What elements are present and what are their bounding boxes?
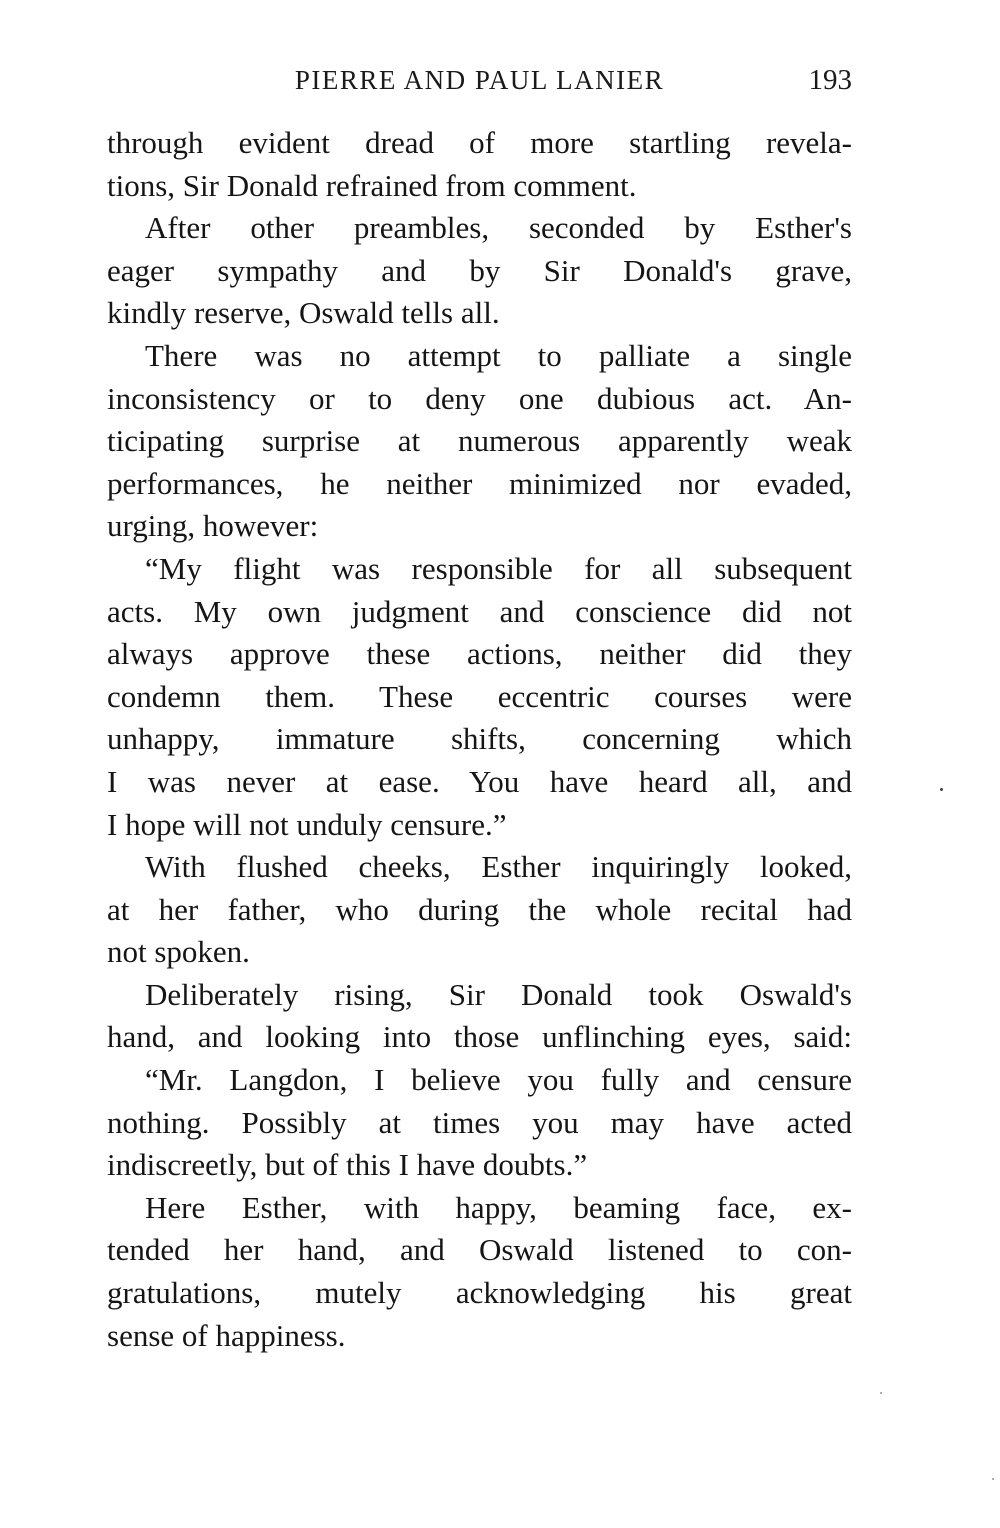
text-line: unhappy, immature shifts, concerning which (107, 721, 852, 757)
text-line: through evident dread of more startling revela- (107, 125, 852, 160)
text-line: gratulations, mutely acknowledging his great (107, 1275, 852, 1311)
running-title: PIERRE AND PAUL LANIER (294, 65, 665, 95)
text-line: always approve these actions, neither did they (107, 636, 852, 672)
text-line: With flushed cheeks, Esther inquiringly looked, (145, 849, 852, 885)
paper-speck (880, 1392, 882, 1394)
running-head (107, 62, 852, 98)
text-line: After other preambles, seconded by Esther's (145, 210, 852, 246)
text-line: not spoken. (107, 934, 250, 970)
page-number: 193 (808, 64, 852, 96)
paper-speck (940, 788, 943, 791)
text-line: nothing. Possibly at times you may have acted (107, 1104, 852, 1140)
text-line: sense of happiness. (107, 1317, 346, 1353)
text-line: at her father, who during the whole recital had (107, 891, 852, 927)
text-line: There was no attempt to palliate a single (145, 337, 852, 373)
text-line: Here Esther, with happy, beaming face, ex- (145, 1189, 852, 1225)
body-text (107, 122, 852, 1357)
text-line: ticipating surprise at numerous apparently weak (107, 423, 852, 459)
text-line: “My flight was responsible for all subsequent (145, 550, 852, 586)
text-line: tended her hand, and Oswald listened to con- (107, 1232, 852, 1268)
text-line: hand, and looking into those unflinching eyes, said: (107, 1019, 852, 1055)
paper-speck (992, 1478, 994, 1480)
text-line: acts. My own judgment and conscience did not (107, 593, 852, 629)
text-line: urging, however: (107, 508, 319, 544)
text-line: I hope will not unduly censure.” (107, 806, 507, 842)
text-line: performances, he neither minimized nor evaded, (107, 465, 852, 501)
text-line: indiscreetly, but of this I have doubts.” (107, 1147, 588, 1183)
text-line: Deliberately rising, Sir Donald took Oswald's (145, 976, 852, 1012)
text-line: “Mr. Langdon, I believe you fully and censure (145, 1062, 852, 1098)
text-line: tions, Sir Donald refrained from comment. (107, 167, 637, 203)
text-line: inconsistency or to deny one dubious act. An- (107, 380, 852, 416)
text-line: condemn them. These eccentric courses were (107, 678, 852, 714)
text-line: eager sympathy and by Sir Donald's grave, (107, 252, 852, 288)
text-line: kindly reserve, Oswald tells all. (107, 295, 500, 331)
text-line: I was never at ease. You have heard all, and (107, 763, 852, 799)
